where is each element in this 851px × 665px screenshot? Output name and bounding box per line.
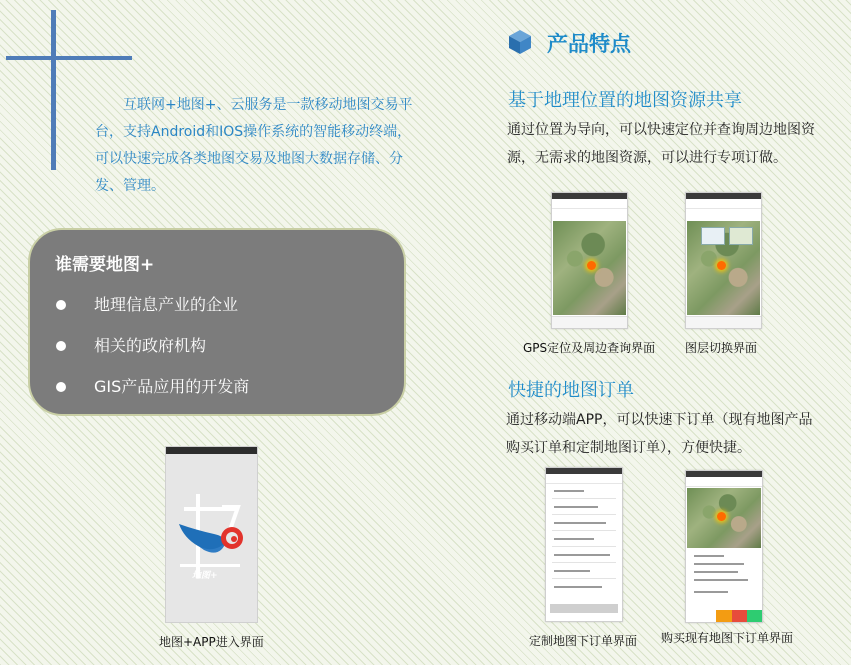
bullet-icon xyxy=(56,341,66,351)
section2-title: 快捷的地图订单 xyxy=(508,380,634,401)
custom-order-screen-image xyxy=(545,467,623,622)
logo-text: 地图+ xyxy=(192,571,218,581)
app-bar xyxy=(686,199,761,209)
bullet-icon xyxy=(56,382,66,392)
features-title: 产品特点 xyxy=(547,32,631,56)
list-item xyxy=(55,291,249,332)
form-text-line xyxy=(554,570,590,572)
location-marker-icon xyxy=(587,261,596,270)
order-action-bar xyxy=(686,610,762,622)
custom-order-caption: 定制地图下订单界面 xyxy=(529,634,638,648)
satellite-map xyxy=(553,221,626,315)
form-text-line xyxy=(694,591,728,593)
form-divider xyxy=(552,514,616,515)
section1-title: 基于地理位置的地图资源共享 xyxy=(508,90,742,111)
splash-caption: 地图+APP进入界面 xyxy=(159,635,264,649)
layer-thumbnail xyxy=(729,227,753,245)
form-text-line xyxy=(554,506,598,508)
app-bar xyxy=(686,477,762,487)
form-divider xyxy=(552,498,616,499)
form-text-line xyxy=(554,586,602,588)
form-text-line xyxy=(694,555,724,557)
app-logo-icon xyxy=(166,454,259,624)
list-item xyxy=(55,332,249,373)
bullet-icon xyxy=(56,300,66,310)
list-item-label: 相关的政府机构 xyxy=(94,336,207,355)
layer-caption: 图层切换界面 xyxy=(685,341,758,355)
form-text-line xyxy=(554,538,594,540)
list-item xyxy=(55,373,249,414)
intro-paragraph: 互联网+地图+、云服务是一款移动地图交易平台，支持Android和IOS操作系统的智能移动终端，可以快速完成各类地图交易及地图大数据存储、分发、管理。 xyxy=(95,97,413,194)
form-divider xyxy=(552,530,616,531)
app-bar xyxy=(552,199,627,209)
list-item-label: 地理信息产业的企业 xyxy=(94,295,239,314)
satellite-map xyxy=(687,221,760,315)
splash-screen-image xyxy=(165,446,258,623)
who-needs-list xyxy=(55,291,249,414)
form-text-line xyxy=(694,563,744,565)
cube-icon xyxy=(508,29,532,55)
cross-decoration-horizontal xyxy=(6,56,132,60)
form-text-line xyxy=(554,554,610,556)
gps-screen-image xyxy=(551,192,628,329)
form-divider xyxy=(552,578,616,579)
layer-thumbnail xyxy=(701,227,725,245)
layer-switch-screen-image xyxy=(685,192,762,329)
location-marker-icon xyxy=(717,261,726,270)
location-marker-icon xyxy=(717,512,726,521)
cross-decoration-vertical xyxy=(51,10,56,170)
section2-text: 通过移动端APP，可以快速下订单（现有地图产品购买订单和定制地图订单），方便快捷。 xyxy=(506,412,813,456)
form-text-line xyxy=(694,571,738,573)
status-bar xyxy=(166,447,257,454)
satellite-map xyxy=(687,488,761,548)
form-text-line xyxy=(694,579,748,581)
form-text-line xyxy=(554,490,584,492)
who-needs-title: 谁需要地图+ xyxy=(55,255,155,275)
section1-text: 通过位置为导向，可以快速定位并查询周边地图资源，无需求的地图资源，可以进行专项订做。 xyxy=(507,122,815,166)
list-item-label: GIS产品应用的开发商 xyxy=(94,377,250,396)
submit-button-image xyxy=(550,604,618,613)
form-text-line xyxy=(554,522,606,524)
form-divider xyxy=(552,562,616,563)
bottom-nav xyxy=(552,316,627,328)
bottom-nav xyxy=(686,316,761,328)
purchase-order-screen-image xyxy=(685,470,763,623)
form-divider xyxy=(552,546,616,547)
gps-caption: GPS定位及周边查询界面 xyxy=(523,341,656,355)
purchase-order-caption: 购买现有地图下订单界面 xyxy=(661,631,794,645)
app-bar xyxy=(546,474,622,484)
